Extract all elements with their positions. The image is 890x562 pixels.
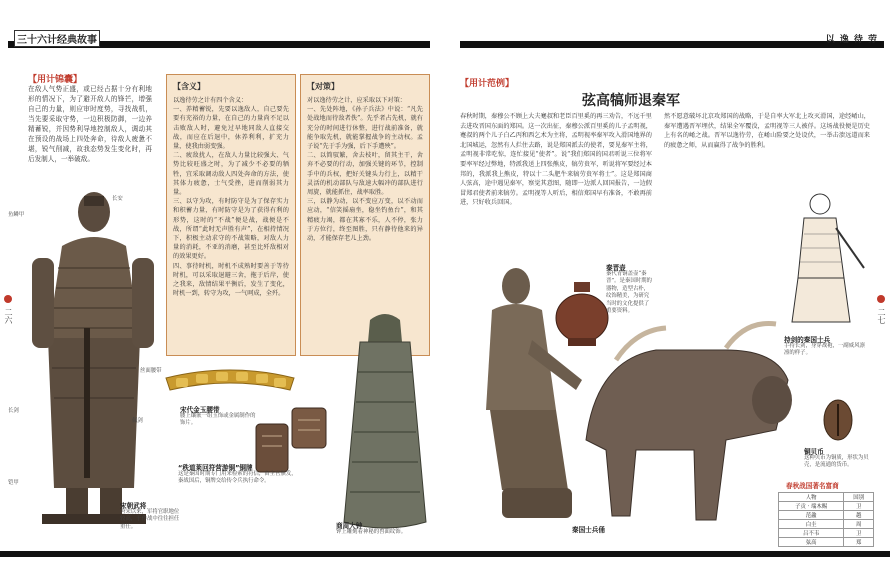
meaning-title: 【含义】 [173, 82, 205, 91]
table-cell: 郑 [844, 538, 874, 547]
table-cell: 卫 [844, 502, 874, 511]
label-armor: 鱼鳞甲 [8, 212, 25, 218]
strategy-p2: 一、先处阵地，《孙子兵法》中说：“凡先处战地而待敌者佚”。先乎者占先机，就有充分的时间进行休整，进行战前准备，就能争取先机，就能掌握战争的主动权。孟子说“先于手为强，后下手遭殃”。 [307, 106, 423, 151]
meaning-p3: 二、疲敌扰人，在敌人力量比较强大、气势比较旺盛之时，为了减少不必要的牺牲，宜采取调动敌人四处奔命的方法，使其体力疲惫，士气受挫，进而削弱其力量。 [173, 152, 289, 197]
table-cell: 子贡 · 端木赐 [779, 502, 844, 511]
table-cell: 范蠡 [779, 511, 844, 520]
label-armor-plate: 铠甲 [8, 480, 19, 486]
meaning-p4: 三、以守为攻，有时防守是为了保存实力和积蓄力量，有时防守是为了获得有利的形势，这时的“不战”便是战，战便是不战，所谓“此时无声胜有声”，在相持情况下，积极主动求守的不战策略，对敌人力量的消耗，不亚的消磨，甚至比歼敌相对的效果更好。 [173, 198, 289, 261]
label-sheath: 佩剑 [132, 418, 143, 424]
sketch-caption-text: 手持长剑，身穿战袍，一副威风凛凛的样子。 [784, 343, 865, 357]
merchants-table-title: 春秋战国著名富商 [786, 482, 839, 490]
meaning-p2: 一、养精蓄锐，先要以逸敌人，自己要先要有充裕的力量，在自己的力量尚不足以击败敌人时，避免过早地同敌人直接交战，而应在后退中，休养利利，扩充力量，使我由弱变强。 [173, 106, 289, 151]
chapter-title: 以 逸 待 劳 [825, 35, 878, 45]
table-cell: 弦高 [779, 538, 844, 547]
footer-band [0, 551, 890, 557]
story-body-1: 春秋时期，秦穆公不顾上大夫蹇叔和老臣百里奚的再三劝告，不远千里去进攻晋国东面的郑国。这一次出征，秦穆公派百里奚的儿子孟明视，蹇叔的两个儿子白乙丙和西乞术为主将，孟明视率秦军攻入滑国地界的北国城运，忽然有人拦住去路，说是郑国派去的使者，要见秦军主将，孟明视非常吃惊，连忙接见“使者”。说“我们郑国的国君听说三位将军要率军经过弊地，特派我送上四张熊皮，犒劳贵军，听说将军要经过本邦的，我派我上熊皮，特以十二头肥牛来犒劳贵军将士”。这是郑国商人弦高，途中遇见秦军，察觉其意图，随即一边派人回国报告，一边假冒郑君使者前来犒劳。孟明视等人听后，相信郑国早有准备，不敢再前进，只好收兵回国。 [460, 113, 652, 207]
oxen-image [576, 320, 798, 530]
shell-caption-title: 铜贝币 [804, 448, 824, 456]
page-number-right: 二七 [877, 308, 886, 324]
story-title: 弦高犒师退秦军 [582, 93, 680, 109]
strategy-p4: 三，以静为动，以不变应万变，以不动而应动，“信笑摇扇坐，稳坐钓鱼台”，和其精疲力竭，都在其寡不乐，人不停，张力于方位行，终至图胜，只有静待他来的异动，才能保存老儿上劲。 [307, 198, 423, 243]
table-cell: 吕不韦 [779, 529, 844, 538]
section-tag-example: 【用计范例】 [460, 79, 515, 89]
table-row [779, 511, 874, 520]
bell-caption-title: 商周大钟 [336, 522, 363, 530]
strategy-title: 【对策】 [307, 82, 339, 91]
general-caption-text: 唐宋以来，军将官职地位较高，于作战中往往担任重任。 [120, 509, 180, 530]
belt-caption-title: 宋代金玉腰带 [180, 406, 220, 414]
table-row [779, 520, 874, 529]
table-cell: 国别 [844, 493, 874, 502]
label-sword: 长剑 [8, 408, 19, 414]
soldier-caption-title: 秦国士兵俑 [572, 526, 605, 534]
section-tag-tips: 【用计锦囊】 [28, 75, 83, 85]
header-band-gap [430, 41, 460, 48]
table-row [779, 493, 874, 502]
table-cell: 越 [844, 511, 874, 520]
sketch-caption-title: 持剑的秦国士兵 [784, 336, 831, 344]
table-cell: 白圭 [779, 520, 844, 529]
page-marker-right [877, 295, 885, 303]
merchants-table [778, 492, 874, 547]
table-cell: 人物 [779, 493, 844, 502]
bronze-bell-image [330, 312, 440, 540]
book-title: 三十六计经典故事 [14, 30, 100, 47]
gold-belt-image [162, 356, 298, 400]
tips-paragraph: 在敌人气势正盛，或已经占据十分有利地形的情况下，为了避开敌人的锋芒，增强自己的力量，则应审时度势，寻找战机，当先要采取守势，一边积极防御，一边养精蓄锐，并因势利导地控制敌人，调动其在预设的战场上四处奔命，待敌人疲惫不堪，锐气削减，故我态势发生变化时，再后发制人，一举破敌。 [28, 85, 152, 163]
label-belt-tie: 丝面腰带 [140, 368, 162, 374]
table-row [779, 529, 874, 538]
meaning-box [166, 74, 296, 356]
general-caption-title: 宋朝武将 [120, 502, 147, 510]
table-cell: 卫 [844, 529, 874, 538]
shell-coin-image [820, 396, 856, 444]
story-body-2: 然不愿意破坏北京攻郑国的战略，于是自率大军北上攻灭滑国，途经崤山，秦军遭遇晋军埋伏，结果全军覆没，孟明视等三人被俘。这场战役便是历史上有名的崤之战。晋军以逸待劳，在崤山险要之处设伏，一举击溃远道而来的疲惫之师，从而赢得了战争的胜利。 [664, 113, 870, 149]
table-row [779, 538, 874, 547]
bronze-tokens-image [252, 402, 332, 478]
meaning-p5: 四、事待时机，时机不成熟时要善于等待时机，可以采取退避三舍，拖于后岸，使之我来，敌情结果平衡后，发生了变化，时机一到，转守为攻，一气呵成，全歼。 [173, 262, 289, 298]
meaning-p1: 以逸待劳之计有四个含义： [173, 97, 248, 104]
bell-caption-text: 钟上雕刻着神秘的兽面纹饰。 [336, 529, 407, 535]
page-number-left: 二六 [4, 308, 13, 324]
warrior-figure [22, 188, 162, 526]
strategy-p1: 对以逸待劳之计，应采取以下对策： [307, 97, 406, 104]
page-marker-left [4, 295, 12, 303]
table-cell: 周 [844, 520, 874, 529]
pot-caption-title: 秦晋壶 [606, 264, 626, 272]
table-row [779, 502, 874, 511]
tokens-caption-title: “秩道莱回符营游铜”铜牌 [178, 464, 253, 472]
pot-caption-text: 秦代青铜盖壶“秦晋”。是秦国时期的器物，造型古朴，纹饰精美，为研究当时的文化提供了重要资料。 [606, 271, 652, 315]
shell-caption-text: 这种贝币为铜质，形状为贝壳，是流通的货币。 [804, 455, 869, 469]
label-helmet: 长安 [112, 196, 123, 202]
belt-caption-text: 腰上镶嵌一组玉饰或金属制作的饰片。 [180, 413, 256, 427]
soldier-sketch-image [774, 188, 868, 330]
strategy-p3: 二、以简驭繁，舍去枝叶，留其主干，舍弃不必要的行动，加强关键的环节，控制手中的兵权，把好关键头力行上，以精干灵活的机动部队与敌速大幅冲的部队进行周旋，就能抓住，战率取胜。 [307, 152, 423, 197]
tokens-caption-text: 这是秦国时期专门用来检索的符信，由主官颁发，秦战国后，铜牌交给传令兵执行命令。 [178, 471, 297, 485]
